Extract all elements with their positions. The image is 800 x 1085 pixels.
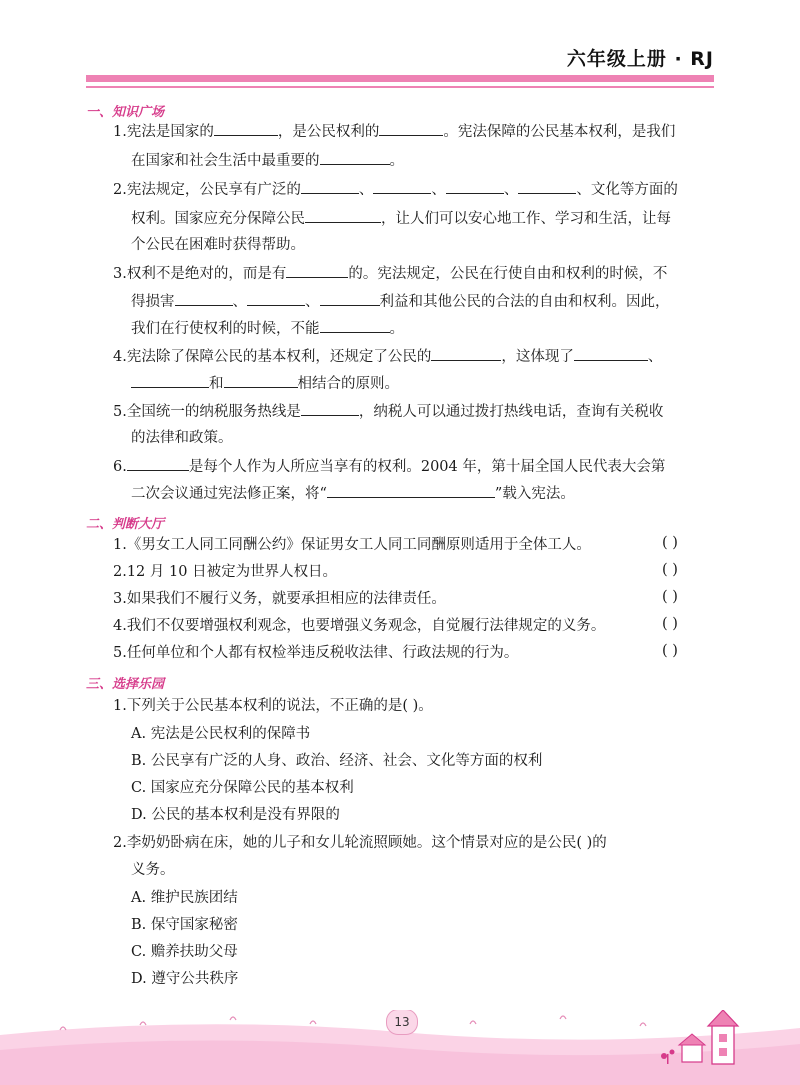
text: 权利。国家应充分保障公民 (131, 211, 305, 227)
text: ，是公民权利的 (277, 124, 380, 140)
fill-blank[interactable] (127, 456, 189, 471)
text: 6. (113, 459, 127, 475)
text: 3.权利不是绝对的，而是有 (113, 266, 287, 282)
text: 利益和其他公民的合法的自由和权利。因此， (379, 294, 670, 310)
q1-line-b (131, 150, 404, 171)
text: 在国家和社会生活中最重要的 (131, 153, 320, 169)
fill-blank[interactable] (286, 263, 348, 278)
text: 和 (209, 376, 224, 392)
q3-line-a (113, 263, 667, 284)
fill-blank[interactable] (431, 346, 501, 361)
fill-blank[interactable] (446, 179, 504, 194)
text: 4.宪法除了保障公民的基本权利，还规定了公民的 (113, 349, 432, 365)
choice-option[interactable]: A. 宪法是公民权利的保障书 (131, 726, 311, 742)
judge-item: 4.我们不仅要增强权利观念，也要增强义务观念，自觉履行法律规定的义务。 (113, 618, 606, 634)
judge-item: 1.《男女工人同工同酬公约》保证男女工人同工同酬原则适用于全体工人。 (113, 537, 591, 553)
q4-line-b (131, 373, 399, 394)
choice-option[interactable]: D. 遵守公共秩序 (131, 971, 239, 987)
fill-blank[interactable] (214, 121, 278, 136)
page-number: 13 (386, 1010, 418, 1035)
choice-option[interactable]: B. 保守国家秘密 (131, 917, 238, 933)
text: 、 (358, 182, 374, 198)
q3-line-c (131, 318, 404, 339)
fill-blank[interactable] (373, 179, 431, 194)
text: 、 (305, 294, 320, 310)
fill-blank[interactable] (320, 318, 390, 333)
footer-decoration (0, 1010, 800, 1085)
judge-answer-paren[interactable]: ( ) (662, 589, 678, 605)
choice-q2-stem-b: 义务。 (131, 862, 175, 878)
choice-q1-stem: 1.下列关于公民基本权利的说法，不正确的是( )。 (113, 698, 433, 714)
section-title-judge: 二、判断大厅 (86, 517, 165, 532)
fill-blank[interactable] (301, 401, 359, 416)
text: 的。宪法规定，公民在行使自由和权利的时候，不 (348, 266, 668, 282)
fill-blank[interactable] (301, 179, 359, 194)
text: 的法律和政策。 (131, 430, 233, 446)
judge-item: 5.任何单位和个人都有权检举违反税收法律、行政法规的行为。 (113, 645, 519, 661)
choice-option[interactable]: B. 公民享有广泛的人身、政治、经济、社会、文化等方面的权利 (131, 753, 543, 769)
text: 、文化等方面的 (576, 182, 678, 198)
fill-blank[interactable] (320, 291, 380, 306)
lighthouse-icon (708, 1010, 738, 1064)
q2-line-c (131, 235, 305, 255)
fill-blank[interactable] (379, 121, 443, 136)
fill-blank[interactable] (320, 150, 390, 165)
text: 。宪法保障的公民基本权利，是我们 (443, 124, 676, 140)
text: 。 (389, 321, 404, 337)
fill-blank[interactable] (327, 483, 495, 498)
fill-blank[interactable] (247, 291, 305, 306)
text: 5.全国统一的纳税服务热线是 (113, 404, 301, 420)
text: 、 (431, 182, 446, 198)
choice-option[interactable]: D. 公民的基本权利是没有界限的 (131, 807, 340, 823)
judge-item: 3.如果我们不履行义务，就要承担相应的法律责任。 (113, 591, 446, 607)
fill-blank[interactable] (305, 208, 381, 223)
q4-line-a (113, 346, 662, 367)
fill-blank[interactable] (175, 291, 233, 306)
choice-option[interactable]: A. 维护民族团结 (131, 890, 238, 906)
section-title-choice: 三、选择乐园 (86, 677, 165, 692)
text: ，让人们可以安心地工作、学习和生活，让每 (381, 211, 671, 227)
text: 个公民在困难时获得帮助。 (131, 237, 305, 253)
text: 。 (389, 153, 404, 169)
q2-line-a (113, 179, 678, 200)
fill-blank[interactable] (574, 346, 648, 361)
text: ”载入宪法。 (494, 486, 575, 502)
text: ，这体现了 (501, 349, 574, 365)
choice-option[interactable]: C. 国家应充分保障公民的基本权利 (131, 780, 354, 796)
text: 相结合的原则。 (297, 376, 399, 392)
judge-item: 2.12 月 10 日被定为世界人权日。 (113, 564, 338, 580)
header-bar (86, 75, 714, 82)
choice-option[interactable]: C. 赡养扶助父母 (131, 944, 238, 960)
q6-line-a (113, 456, 665, 477)
text: 二次会议通过宪法修正案，将“ (131, 486, 327, 502)
text: 、 (232, 294, 247, 310)
q5-line-b (131, 428, 233, 448)
choice-q2-stem-a: 2.李奶奶卧病在床，她的儿子和女儿轮流照顾她。这个情景对应的是公民( )的 (113, 835, 607, 851)
text: 2.宪法规定，公民享有广泛的 (113, 182, 301, 198)
q3-line-b (131, 291, 670, 312)
fill-blank[interactable] (518, 179, 576, 194)
judge-answer-paren[interactable]: ( ) (662, 643, 678, 659)
text: 我们在行使权利的时候，不能 (131, 321, 320, 337)
fill-blank[interactable] (131, 373, 209, 388)
text: 、 (647, 349, 663, 365)
text: 得损害 (131, 294, 175, 310)
judge-answer-paren[interactable]: ( ) (662, 535, 678, 551)
q5-line-a (113, 401, 663, 422)
section-title-knowledge: 一、知识广场 (86, 105, 165, 120)
page-header-title: 六年级上册 · RJ (566, 48, 714, 70)
header-rule (86, 86, 714, 88)
text: ，纳税人可以通过拨打热线电话，查询有关税收 (358, 404, 664, 420)
text: 是每个人作为人所应当享有的权利。2004 年，第十届全国人民代表大会第 (188, 459, 666, 475)
q2-line-b (131, 208, 671, 229)
text: 、 (503, 182, 519, 198)
judge-answer-paren[interactable]: ( ) (662, 562, 678, 578)
q6-line-b (131, 483, 575, 504)
text: 1.宪法是国家的 (113, 124, 214, 140)
judge-answer-paren[interactable]: ( ) (662, 616, 678, 632)
q1-line-a (113, 121, 675, 142)
fill-blank[interactable] (224, 373, 298, 388)
